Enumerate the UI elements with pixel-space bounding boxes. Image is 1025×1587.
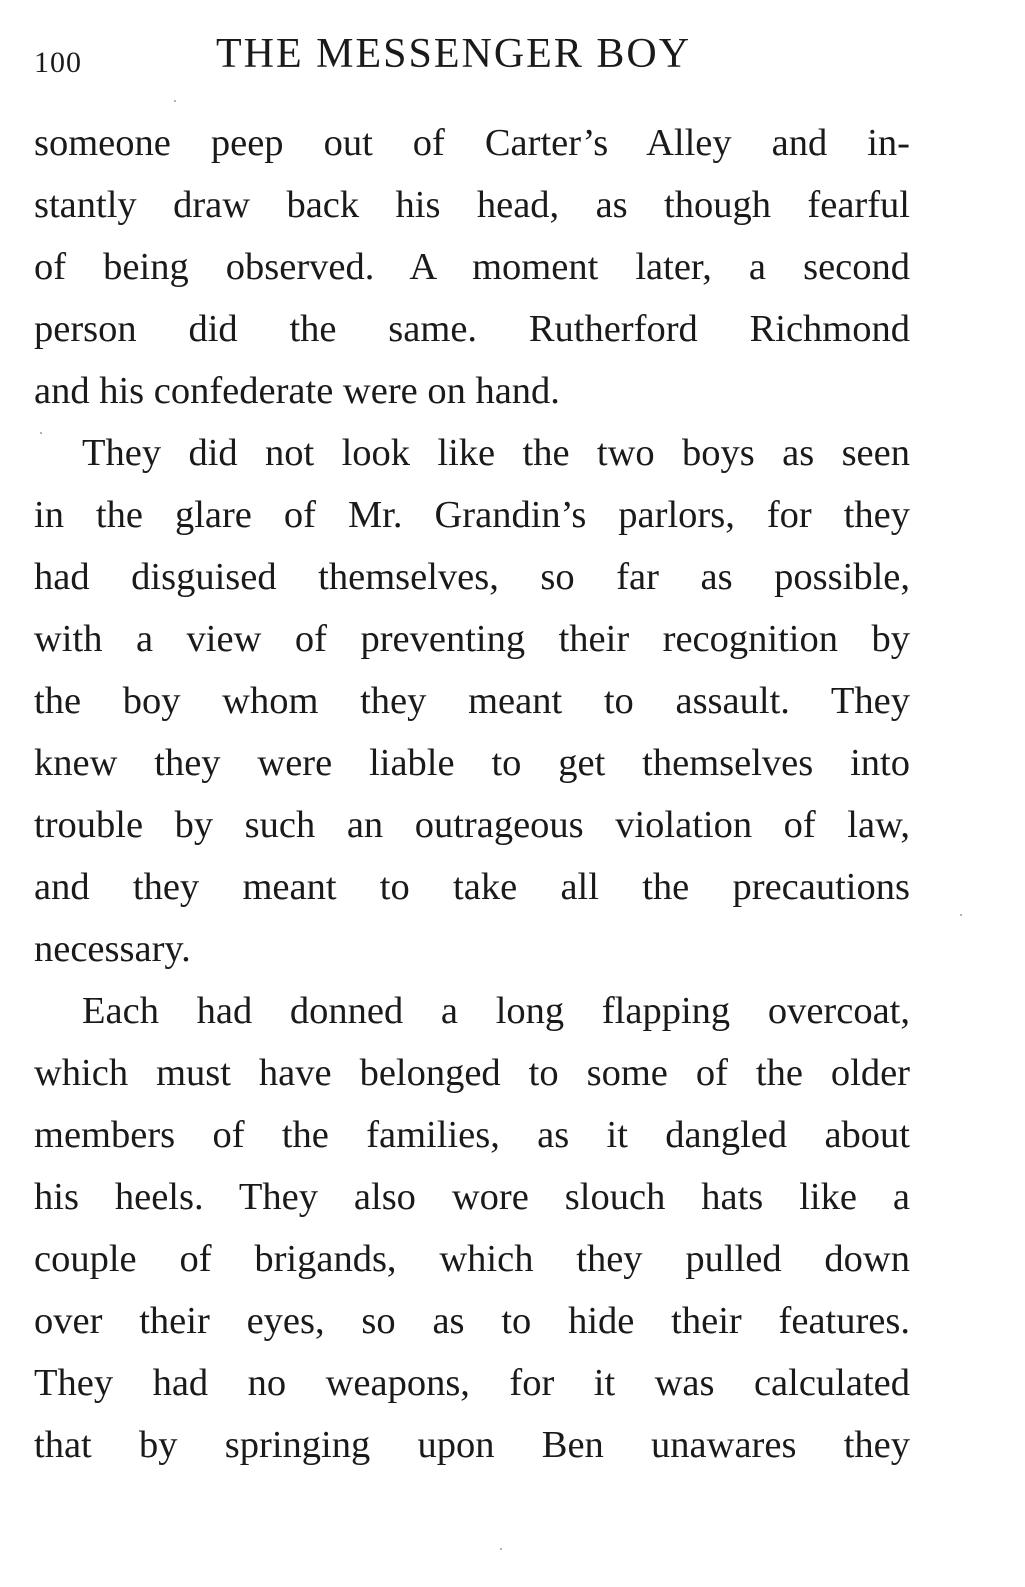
scan-speck <box>960 914 962 916</box>
text-line: had disguised themselves, so far as possible, <box>34 556 910 598</box>
running-title: THE MESSENGER BOY <box>216 31 692 77</box>
text-line: that by springing upon Ben unawares they <box>34 1424 910 1466</box>
text-line: which must have belonged to some of the older <box>34 1052 910 1094</box>
scan-speck <box>174 100 176 102</box>
text-line: couple of brigands, which they pulled down <box>34 1238 910 1280</box>
text-line: with a view of preventing their recognition by <box>34 618 910 660</box>
text-line: someone peep out of Carter’s Alley and in- <box>34 122 910 164</box>
text-line: knew they were liable to get themselves into <box>34 742 910 784</box>
scan-speck <box>500 1548 502 1550</box>
text-line: They did not look like the two boys as seen <box>82 432 910 474</box>
text-line: the boy whom they meant to assault. They <box>34 680 910 722</box>
text-line: stantly draw back his head, as though fearful <box>34 184 910 226</box>
text-line: Each had donned a long flapping overcoat, <box>82 990 910 1032</box>
running-head <box>34 28 914 88</box>
text-line: his heels. They also wore slouch hats like a <box>34 1176 910 1218</box>
text-line: and they meant to take all the precautions <box>34 866 910 908</box>
text-line: They had no weapons, for it was calculated <box>34 1362 910 1404</box>
text-line: person did the same. Rutherford Richmond <box>34 308 910 350</box>
text-line: members of the families, as it dangled about <box>34 1114 910 1156</box>
text-line: over their eyes, so as to hide their features. <box>34 1300 910 1342</box>
text-line: of being observed. A moment later, a second <box>34 246 910 288</box>
text-line: necessary. <box>34 928 191 970</box>
page-number: 100 <box>34 46 82 79</box>
text-line: trouble by such an outrageous violation of law, <box>34 804 910 846</box>
scan-speck <box>40 432 42 434</box>
body-text <box>34 112 910 1476</box>
text-line: and his confederate were on hand. <box>34 370 560 412</box>
text-line: in the glare of Mr. Grandin’s parlors, for they <box>34 494 910 536</box>
